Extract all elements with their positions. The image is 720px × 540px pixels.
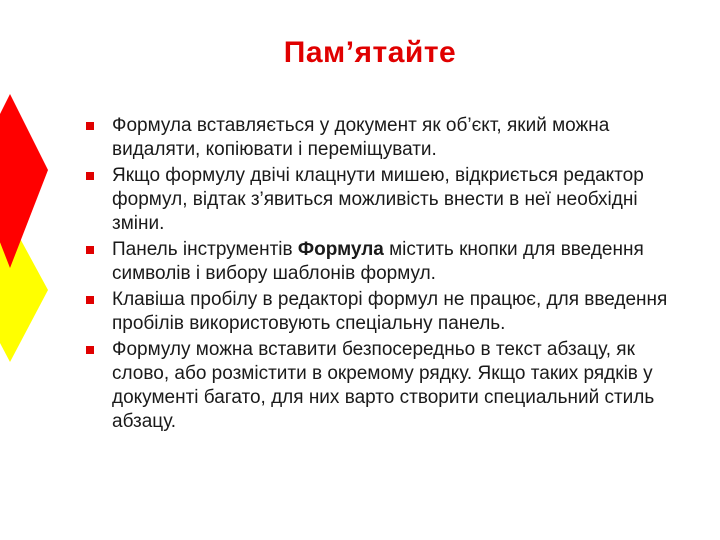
square-bullet-icon xyxy=(86,172,94,180)
bullet-item xyxy=(84,338,684,434)
bullet-item xyxy=(84,288,684,336)
red-diamond-shape xyxy=(0,94,48,268)
bullet-text-after: містить кнопки для введення символів і вибору шаблонів формул. xyxy=(112,239,644,284)
bullet-bold-term: Формула xyxy=(297,239,384,260)
diamond-decoration xyxy=(0,90,60,370)
bullet-item xyxy=(84,238,684,286)
bullet-text: Клавіша пробілу в редакторі формул не працює, для введення пробілів використовують спеціальну панель. xyxy=(112,289,668,334)
square-bullet-icon xyxy=(86,296,94,304)
bullet-text: Формулу можна вставити безпосередньо в текст абзацу, як слово, або розмістити в окремому рядку. Якщо таких рядків у документі багато, для них варто створити специальний стиль абзацу. xyxy=(112,339,655,432)
bullet-item xyxy=(84,114,684,162)
bullet-list xyxy=(84,114,684,436)
slide-title: Пам’ятайте xyxy=(283,36,457,69)
bullet-text-before: Панель інструментів xyxy=(112,239,298,260)
square-bullet-icon xyxy=(86,346,94,354)
bullet-item xyxy=(84,164,684,236)
square-bullet-icon xyxy=(86,122,94,130)
bullet-text: Формула вставляється у документ як об’єкт, який можна видаляти, копіювати і переміщувати. xyxy=(112,115,610,160)
bullet-text: Якщо формулу двічі клацнути мишею, відкриється редактор формул, відтак з’явиться можливість внести в неї необхідні зміни. xyxy=(112,165,644,234)
square-bullet-icon xyxy=(86,246,94,254)
